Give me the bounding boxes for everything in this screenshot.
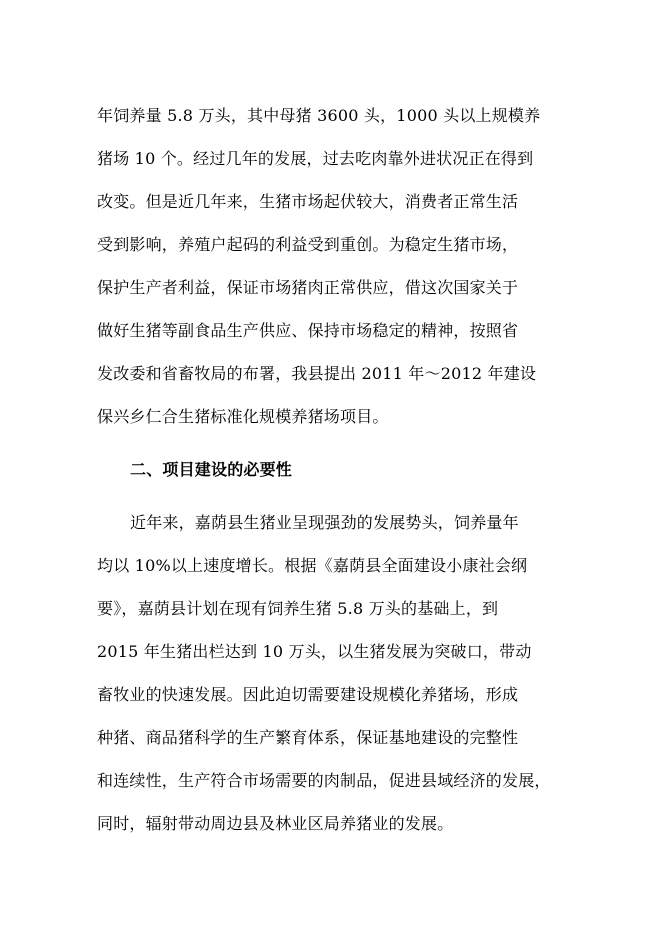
section-heading: 二、项目建设的必要性 (130, 460, 293, 479)
paragraph-1-line-5: 保护生产者利益，保证市场猪肉正常供应，借这次国家关于 (97, 278, 519, 297)
paragraph-1-line-7: 发改委和省畜牧局的布署，我县提出 2011 年～2012 年建设 (97, 364, 537, 383)
paragraph-1-line-2: 猪场 10 个。经过几年的发展，过去吃肉靠外进状况正在得到 (97, 149, 534, 168)
paragraph-1-line-6: 做好生猪等副食品生产供应、保持市场稳定的精神，按照省 (97, 321, 519, 340)
paragraph-2-line-5: 畜牧业的快速发展。因此迫切需要建设规模化养猪场，形成 (97, 685, 519, 704)
paragraph-2-line-3: 要》，嘉荫县计划在现有饲养生猪 5.8 万头的基础上，到 (97, 599, 499, 618)
paragraph-2-line-8: 同时，辐射带动周边县及林业区局养猪业的发展。 (97, 814, 454, 833)
paragraph-2-line-4: 2015 年生猪出栏达到 10 万头，以生猪发展为突破口，带动 (97, 642, 532, 661)
paragraph-2-line-2: 均以 10%以上速度增长。根据《嘉荫县全面建设小康社会纲 (97, 556, 528, 575)
paragraph-1-line-3: 改变。但是近几年来，生猪市场起伏较大，消费者正常生活 (97, 192, 519, 211)
paragraph-2-line-1: 近年来，嘉荫县生猪业呈现强劲的发展势头，饲养量年 (130, 513, 519, 532)
paragraph-1-line-8: 保兴乡仁合生猪标准化规模养猪场项目。 (97, 407, 389, 426)
paragraph-1-line-4: 受到影响，养殖户起码的利益受到重创。为稳定生猪市场， (97, 235, 519, 254)
paragraph-1-line-1: 年饲养量 5.8 万头，其中母猪 3600 头，1000 头以上规模养 (97, 106, 541, 125)
paragraph-2-line-7: 和连续性，生产符合市场需要的肉制品，促进县域经济的发展， (97, 771, 551, 790)
paragraph-2-line-6: 种猪、商品猪科学的生产繁育体系，保证基地建设的完整性 (97, 728, 519, 747)
